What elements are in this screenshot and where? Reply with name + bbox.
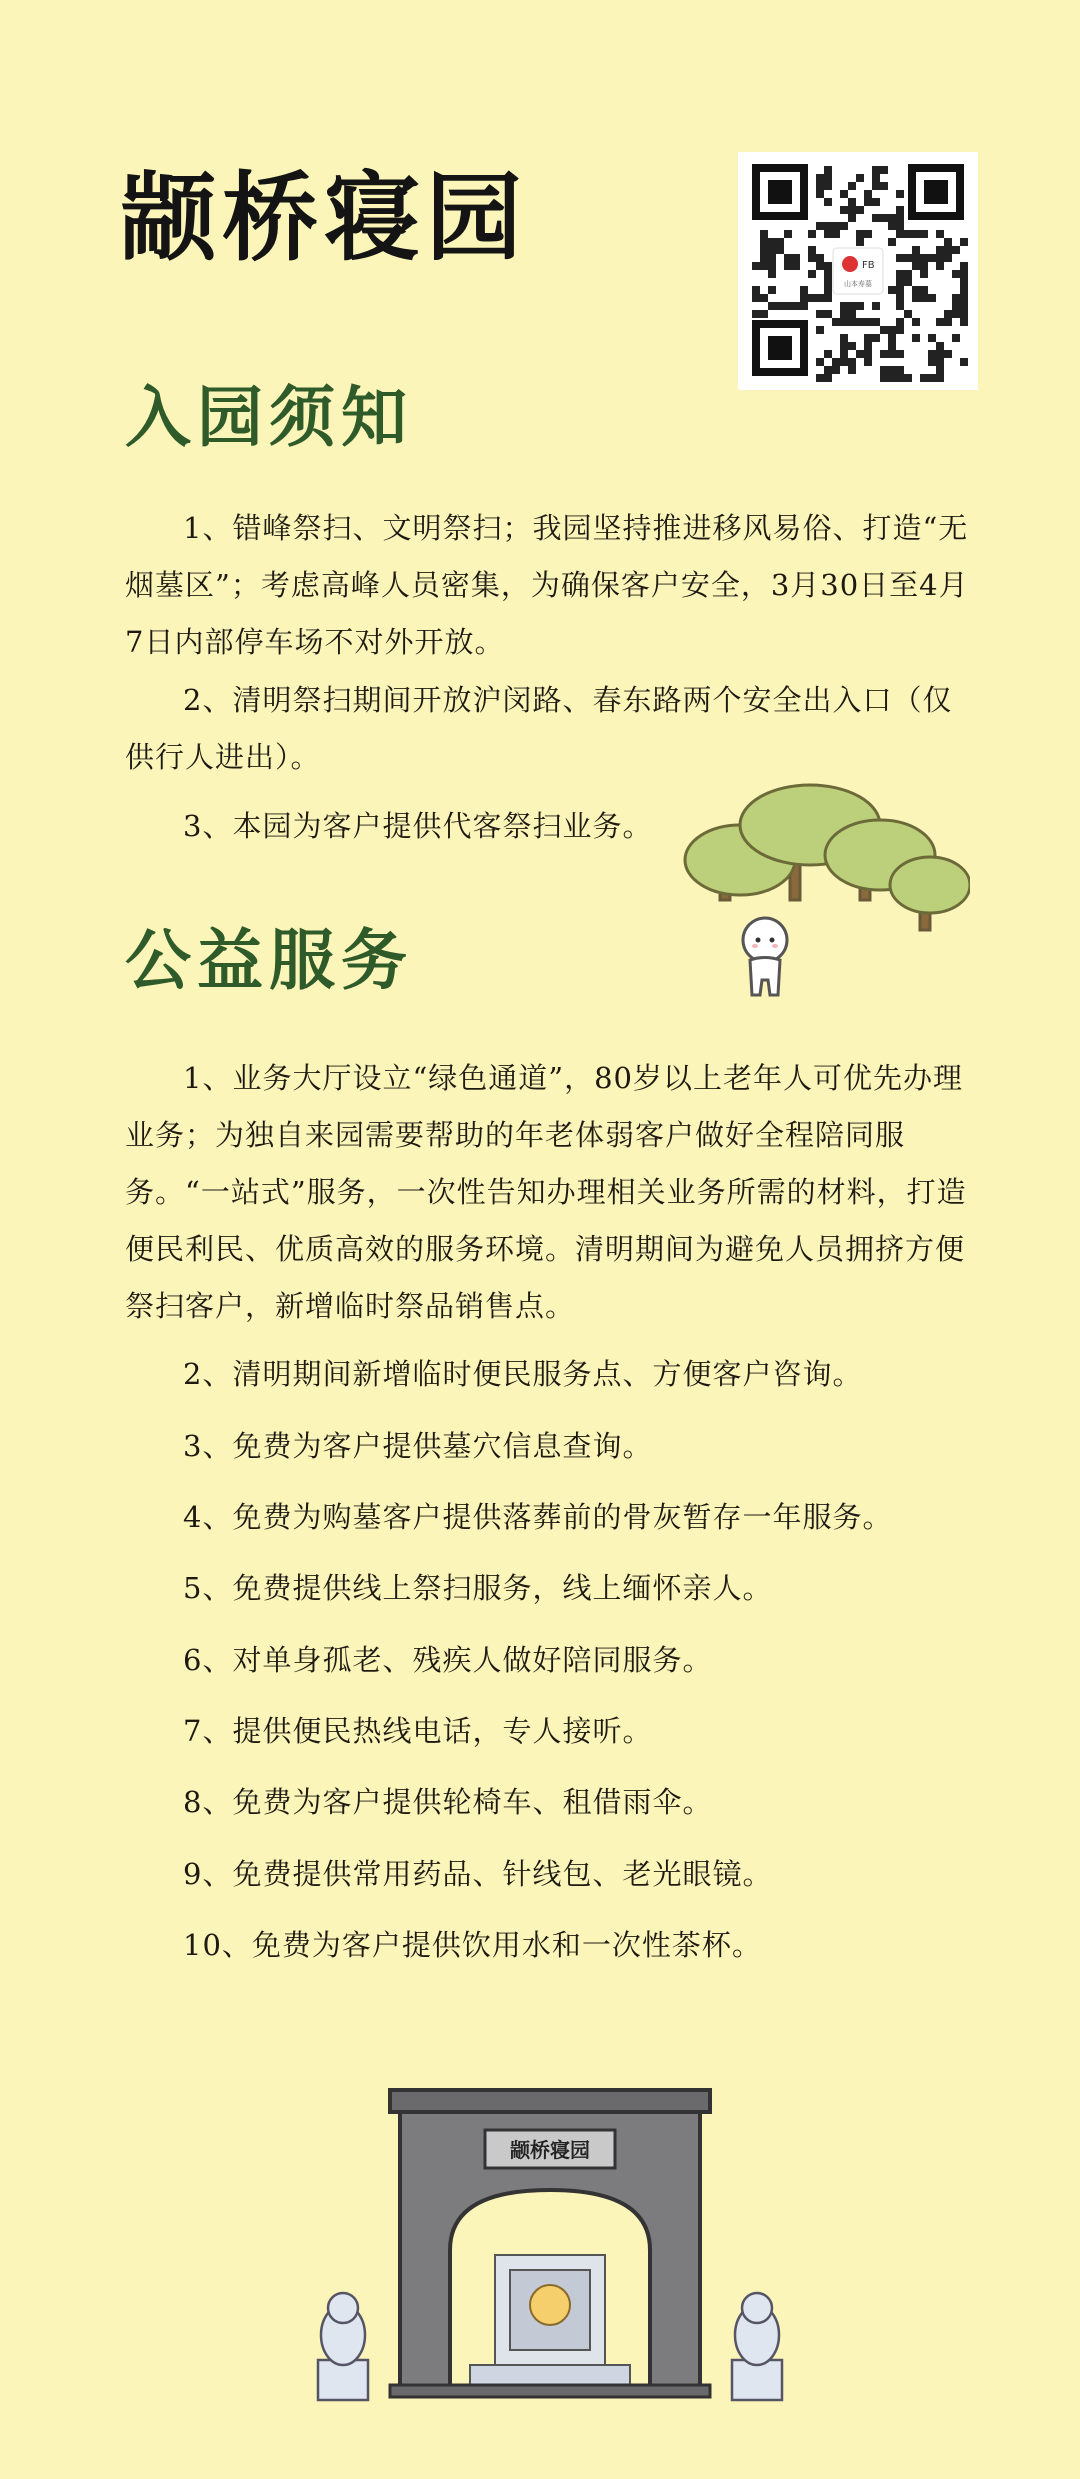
service-item-8: 8、免费为客户提供轮椅车、租借雨伞。 bbox=[183, 1785, 713, 1819]
gate-plaque: 颛桥寝园 bbox=[510, 2138, 590, 2162]
section-title-entry-notice: 入园须知 bbox=[125, 379, 413, 456]
section-title-public-service: 公益服务 bbox=[125, 922, 413, 999]
notice-item-2: 2、清明祭扫期间开放沪闵路、春东路两个安全出入口（仅供行人进出）。 bbox=[125, 683, 953, 774]
service-item-9: 9、免费提供常用药品、针线包、老光眼镜。 bbox=[183, 1857, 773, 1891]
svg-text:FB: FB bbox=[862, 260, 875, 271]
tree-illustration bbox=[680, 780, 970, 1014]
service-item-5: 5、免费提供线上祭扫服务，线上缅怀亲人。 bbox=[183, 1571, 773, 1605]
service-item-3: 3、免费为客户提供墓穴信息查询。 bbox=[183, 1429, 653, 1463]
page-title: 颛桥寝园 bbox=[120, 162, 528, 274]
qr-logo-label: 山本寿墓 bbox=[844, 280, 872, 288]
service-item-4: 4、免费为购墓客户提供落葬前的骨灰暂存一年服务。 bbox=[183, 1500, 893, 1534]
service-item-2: 2、清明期间新增临时便民服务点、方便客户咨询。 bbox=[183, 1357, 863, 1391]
notice-item-3: 3、本园为客户提供代客祭扫业务。 bbox=[183, 809, 653, 843]
qr-code[interactable] bbox=[738, 152, 978, 390]
service-item-6: 6、对单身孤老、残疾人做好陪同服务。 bbox=[183, 1643, 713, 1677]
service-item-1: 1、业务大厅设立“绿色通道”，80岁以上老年人可优先办理业务；为独自来园需要帮助的年老体弱客户做好全程陪同服务。“一站式”服务，一次性告知办理相关业务所需的材料，打造便民利民、优质高效的服务环境。清明期间为避免人员拥挤方便祭扫客户，新增临时祭品销售点。 bbox=[125, 1061, 967, 1323]
service-item-7: 7、提供便民热线电话，专人接听。 bbox=[183, 1714, 653, 1748]
notice-item-1: 1、错峰祭扫、文明祭扫；我园坚持推进移风易俗、打造“无烟墓区”；考虑高峰人员密集，为确保客户安全，3月30日至4月7日内部停车场不对外开放。 bbox=[125, 511, 969, 659]
service-item-10: 10、免费为客户提供饮用水和一次性茶杯。 bbox=[183, 1928, 762, 1962]
cemetery-gate-illustration bbox=[300, 2080, 800, 2424]
